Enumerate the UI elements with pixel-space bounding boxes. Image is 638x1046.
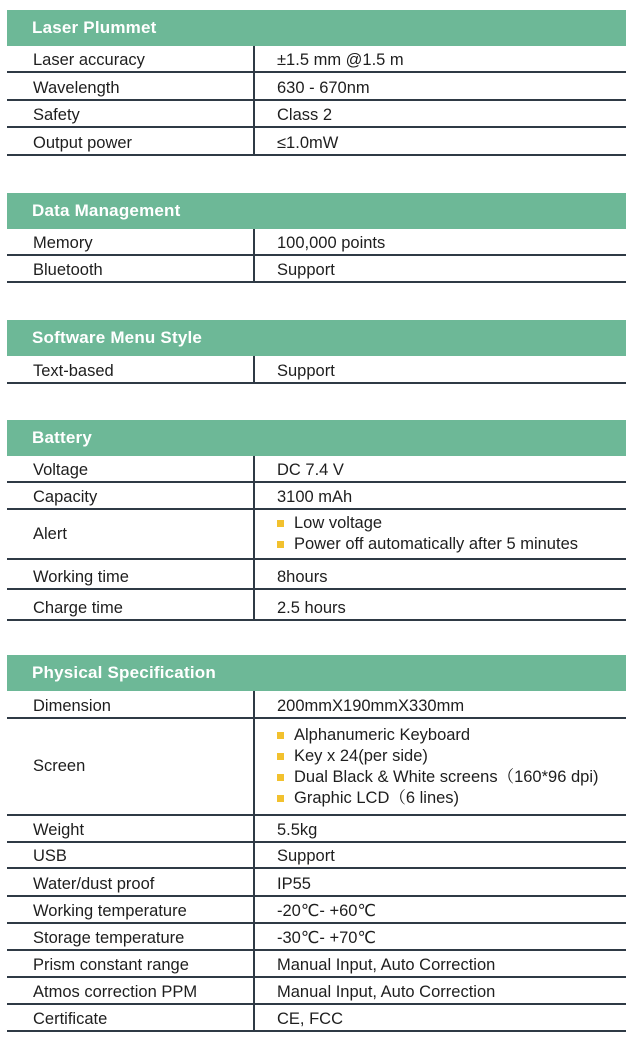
list-item-text: Alphanumeric Keyboard: [294, 725, 471, 744]
row-label: USB: [7, 843, 255, 867]
row-value: 8hours: [277, 568, 328, 586]
list-item: [277, 788, 459, 809]
section-title: Software Menu Style: [7, 320, 626, 356]
table-row: [7, 256, 626, 283]
row-label: Output power: [7, 128, 255, 154]
row-value: IP55: [277, 875, 311, 893]
list-item: [277, 767, 598, 788]
row-value: -30℃- +70℃: [277, 929, 376, 947]
bullet-square-icon: [277, 732, 284, 739]
table-row: [7, 843, 626, 869]
table-row: [7, 951, 626, 978]
row-value: Manual Input, Auto Correction: [277, 956, 496, 974]
row-label: Capacity: [7, 483, 255, 508]
row-label: Working time: [7, 560, 255, 588]
table-row: [7, 897, 626, 924]
section-title: Battery: [7, 420, 626, 456]
row-value: Class 2: [277, 106, 333, 124]
table-row: [7, 560, 626, 590]
laser-plummet-table: [7, 10, 626, 156]
table-row: [7, 73, 626, 101]
bullet-square-icon: [277, 795, 284, 802]
table-row: [7, 128, 626, 156]
list-item-text: Dual Black & White screens（160*96 dpi): [294, 767, 599, 786]
table-row: [7, 229, 626, 256]
row-value: Support: [277, 362, 335, 380]
row-label: Safety: [7, 101, 255, 126]
row-value: 100,000 points: [277, 234, 386, 252]
row-label: Weight: [7, 816, 255, 841]
row-label: Screen: [7, 719, 255, 814]
row-value: 2.5 hours: [277, 599, 346, 617]
list-item-text: Graphic LCD（6 lines): [294, 788, 460, 807]
table-row: [7, 978, 626, 1005]
row-value: CE, FCC: [277, 1010, 343, 1028]
section-title: Data Management: [7, 193, 626, 229]
row-label: Charge time: [7, 590, 255, 619]
row-label: Certificate: [7, 1005, 255, 1030]
table-row: [7, 869, 626, 897]
table-row: [7, 356, 626, 384]
table-row: [7, 816, 626, 843]
list-item: [277, 746, 428, 767]
list-item: [277, 534, 578, 555]
row-value: ±1.5 mm @1.5 m: [277, 51, 404, 69]
row-label: Atmos correction PPM: [7, 978, 255, 1003]
table-row: [7, 456, 626, 483]
list-item: [277, 725, 470, 746]
row-value: 630 - 670nm: [277, 79, 370, 97]
row-value: Support: [277, 261, 335, 279]
row-label: Text-based: [7, 356, 255, 382]
row-label: Alert: [7, 510, 255, 558]
bullet-list: [255, 719, 626, 814]
row-value: 200mmX190mmX330mm: [277, 697, 465, 715]
row-value: 5.5kg: [277, 821, 318, 839]
table-row: [7, 590, 626, 621]
row-label: Working temperature: [7, 897, 255, 922]
row-label: Bluetooth: [7, 256, 255, 281]
bullet-square-icon: [277, 520, 284, 527]
physical-specification-table: [7, 655, 626, 1032]
table-row: [7, 101, 626, 128]
table-row: [7, 691, 626, 719]
list-item-text: Low voltage: [294, 514, 383, 532]
table-row: [7, 483, 626, 510]
list-item: [277, 513, 382, 534]
row-value: ≤1.0mW: [277, 134, 339, 152]
bullet-square-icon: [277, 774, 284, 781]
row-label: Wavelength: [7, 73, 255, 99]
bullet-square-icon: [277, 541, 284, 548]
software-menu-style-table: [7, 320, 626, 384]
row-label: Storage temperature: [7, 924, 255, 949]
row-label: Dimension: [7, 691, 255, 717]
table-row: [7, 510, 626, 560]
battery-table: [7, 420, 626, 621]
data-management-table: [7, 193, 626, 283]
section-title: Physical Specification: [7, 655, 626, 691]
list-item-text: Power off automatically after 5 minutes: [294, 535, 578, 553]
row-label: Prism constant range: [7, 951, 255, 976]
row-label: Water/dust proof: [7, 869, 255, 895]
row-value: Support: [277, 847, 335, 865]
table-row: [7, 46, 626, 73]
row-value: Manual Input, Auto Correction: [277, 983, 496, 1001]
list-item-text: Key x 24(per side): [294, 746, 428, 765]
row-label: Laser accuracy: [7, 46, 255, 71]
row-value: 3100 mAh: [277, 488, 353, 506]
bullet-square-icon: [277, 753, 284, 760]
table-row: [7, 719, 626, 816]
bullet-list: [255, 510, 626, 558]
row-value: -20℃- +60℃: [277, 902, 376, 920]
table-row: [7, 924, 626, 951]
row-label: Voltage: [7, 456, 255, 481]
row-label: Memory: [7, 229, 255, 254]
row-value: DC 7.4 V: [277, 461, 344, 479]
table-row: [7, 1005, 626, 1032]
section-title: Laser Plummet: [7, 10, 626, 46]
